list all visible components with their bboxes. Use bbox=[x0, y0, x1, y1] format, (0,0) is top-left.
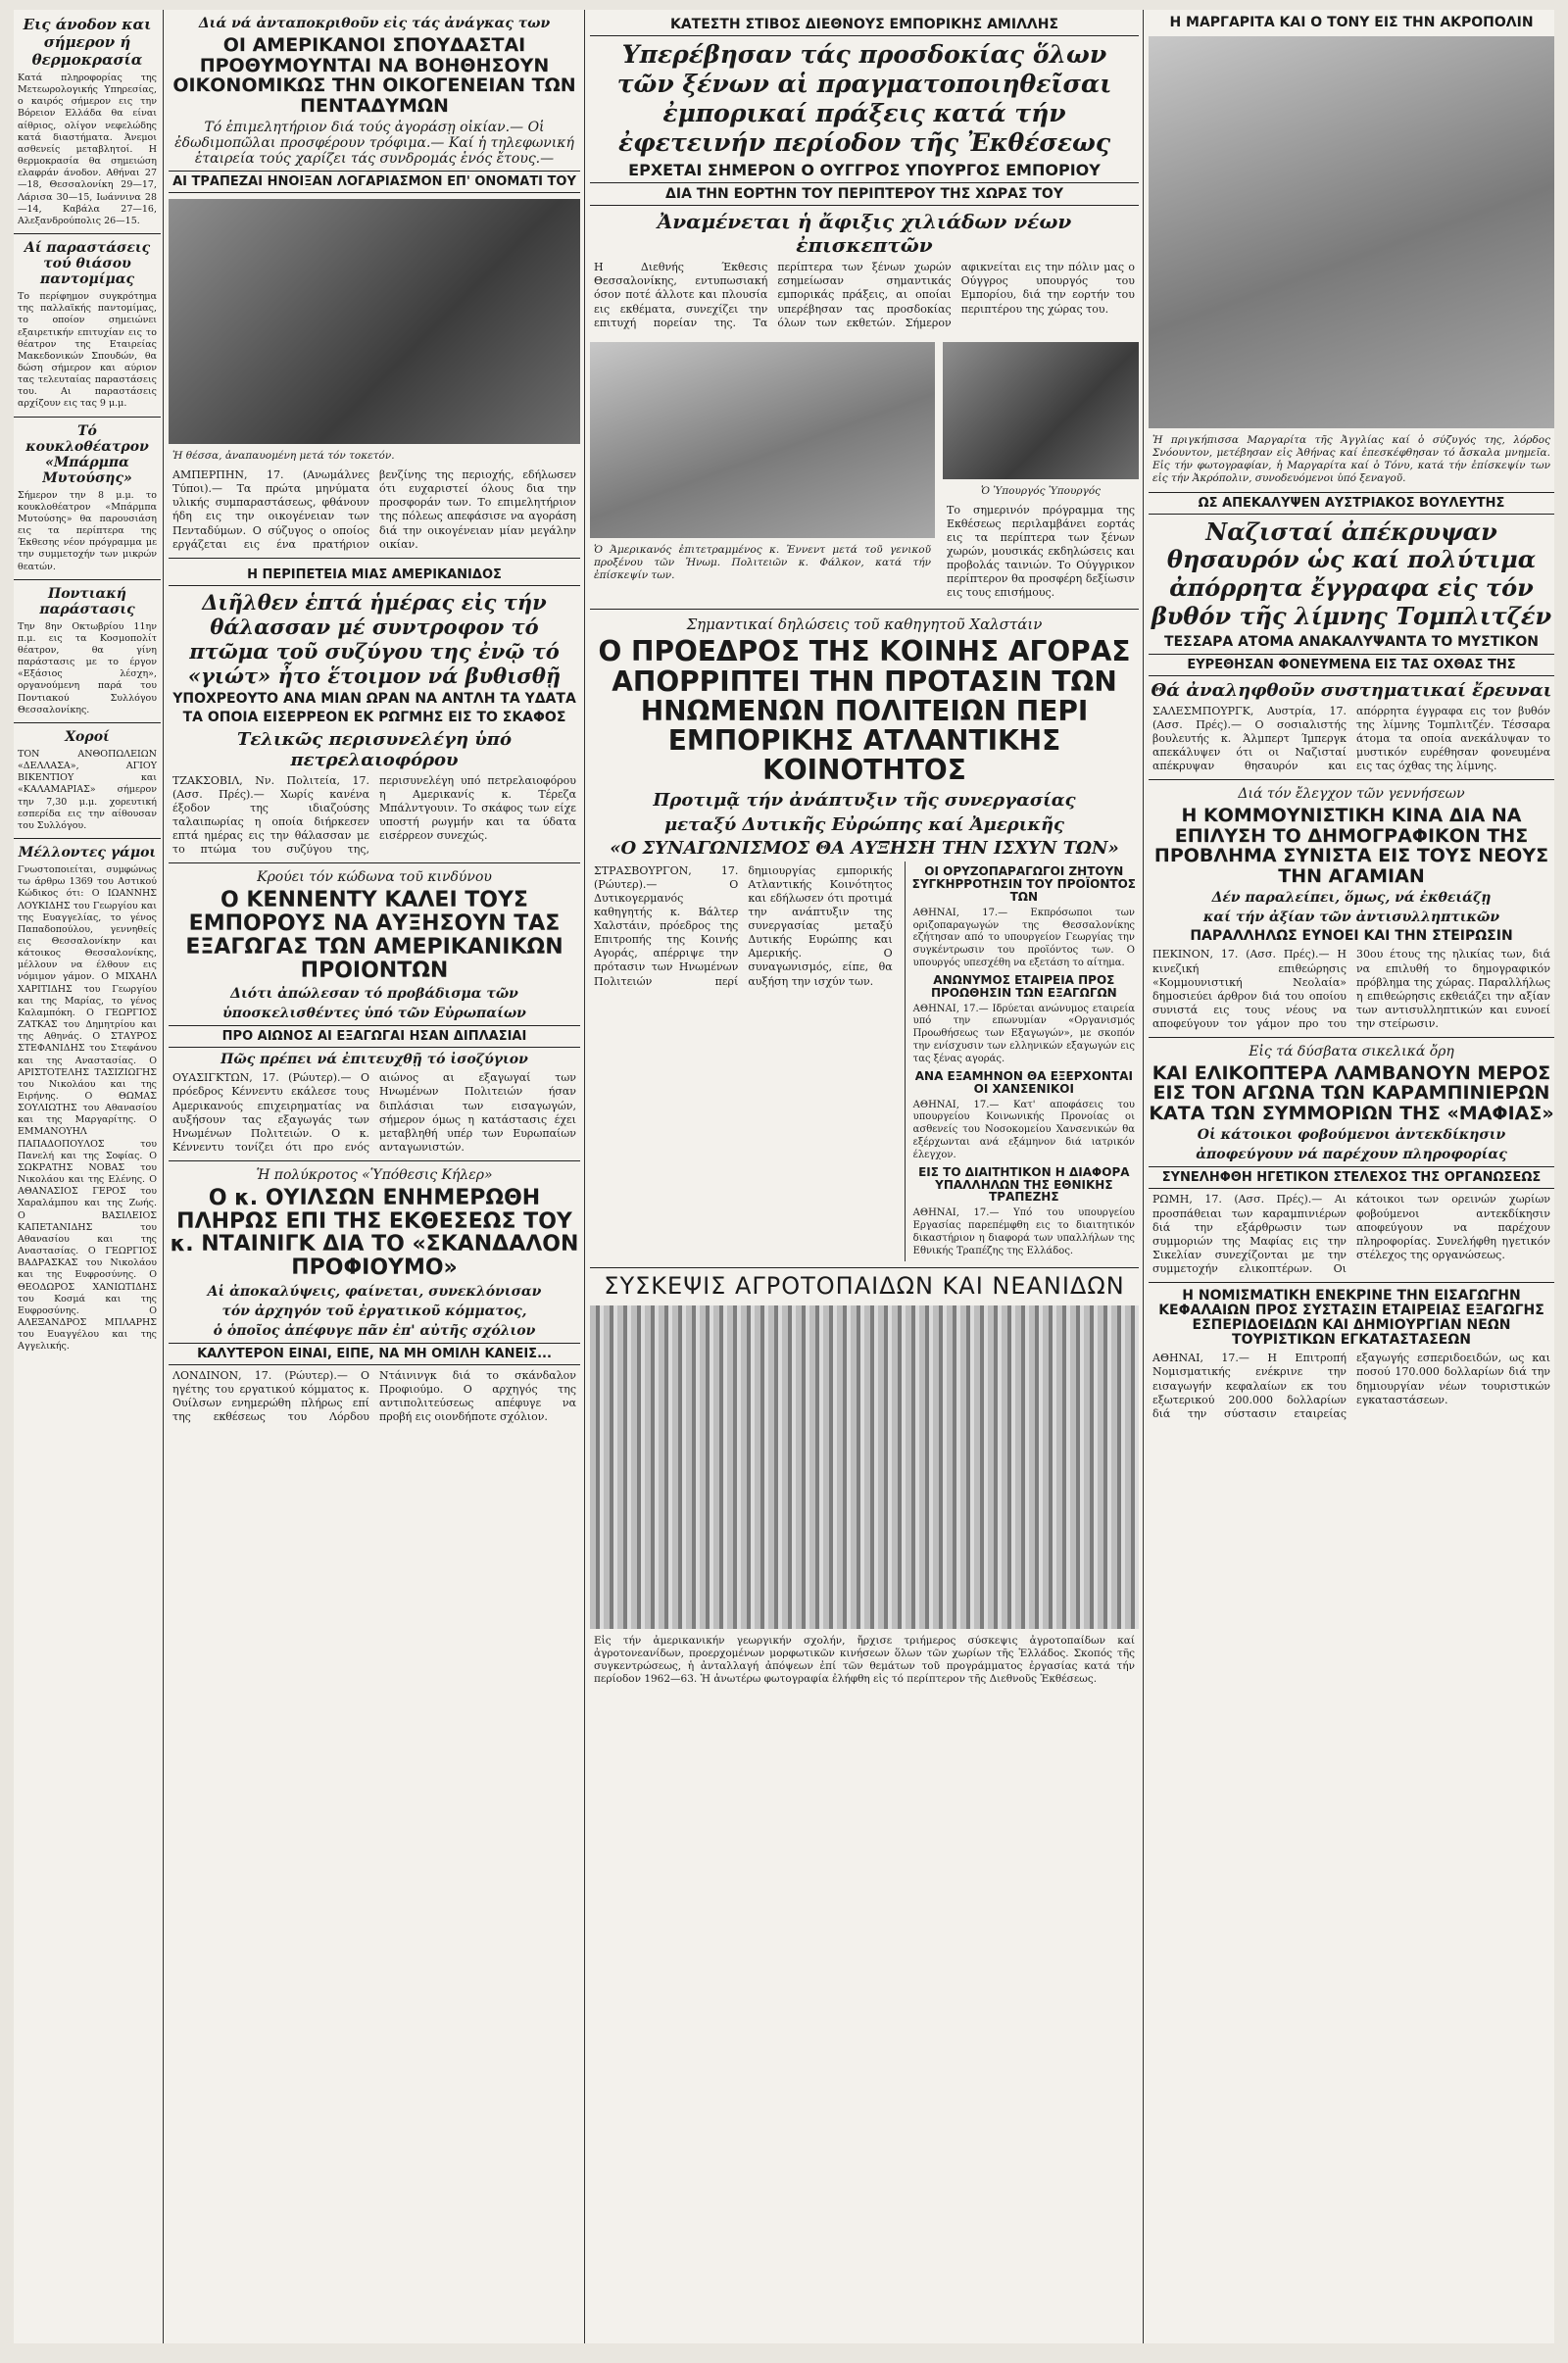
keeler-kicker: Ἡ πολύκροτος «Ὑπόθεσις Κήλερ» bbox=[256, 1166, 493, 1183]
rice-growers-headline: ΟΙ ΟΡΥΖΟΠΑΡΑΓΩΓΟΙ ΖΗΤΟΥΝ ΣΥΓΚΗΡΡΟΤΗΣΙΝ ΤΟΥ ΠΡΟΪΟΝΤΟΣ ΤΩΝ bbox=[911, 863, 1137, 904]
hansen-headline: ΑΝΑ ΕΞΑΜΗΝΟΝ ΘΑ ΕΞΕΡΧΟΝΤΑΙ ΟΙ ΧΑΝΣΕΝΙΚΟΙ bbox=[914, 1068, 1133, 1096]
hallstein-text: ΣΤΡΑΣΒΟΥΡΓΟΝ, 17. (Ρώυτερ).— Ο Δυτικογερμανός καθηγητής κ. Βάλτερ Χαλστάιν, πρόεδρος της Επιτροπής της Κοινής Αγοράς, απέρριψε την πρότασιν των Ηνωμένων Πολιτειών περί δημιουργίας εμπορικής Ατλαντικής Κοινότητος και εδήλωσεν ότι προτιμά την ανάπτυξιν της συνεργασίας μεταξύ Δυτικής Ευρώπης και Αμερικής. Ο συναγωνισμός, είπε, θα αυξήση την ισχύν των. bbox=[594, 863, 893, 988]
weddings-text: Γνωστοποιείται, συμφώνως τω άρθρω 1369 του Αστικού Κώδικος ότι: Ο ΙΩΑΝΝΗΣ ΛΟΥΚΙΔΗΣ του Γεωργίου και της Ευαγγελίας, το γένος Παπαδοπούλου, γεννηθείς εις Θεσσαλονίκην και κάτοικος Θεσσαλονίκης, μέλλουν να έλθουν εις νόμιμον γάμον. Ο ΜΙΧΑΗΛ ΧΑΡΙΤΙΔΗΣ του Γεωργίου και της Μαρίας, το γένος Καλαμπόκη. Ο ΓΕΩΡΓΙΟΣ ΖΑΤΚΑΣ του Δημητρίου και της Αθηνάς. Ο ΣΤΑΥΡΟΣ ΣΤΕΦΑΝΙΔΗΣ του Στεφάνου και της Αναστασίας. Ο ΑΡΙΣΤΟΤΕΛΗΣ ΤΑΣΙΖΙΩΓΗΣ του Νικολάου και της Ειρήνης. Ο ΘΩΜΑΣ ΣΟΥΛΙΩΤΗΣ του Αθανασίου και της Μαργαρίτης. Ο ΕΜΜΑΝΟΥΗΛ ΠΑΠΑΔΟΠΟΥΛΟΣ του Πανελή και της Σοφίας. Ο ΣΩΚΡΑΤΗΣ ΝΟΒΑΣ του Νικολάου και της Ελένης. Ο ΑΘΑΝΑΣΙΟΣ ΓΕΡΟΣ του Χαραλάμπου και της Ζωής. Ο ΒΑΣΙΛΕΙΟΣ ΚΑΠΕΤΑΝΙΔΗΣ του Αθανασίου και της Αναστασίας. Ο ΓΕΩΡΓΙΟΣ ΒΑΔΡΑΣΚΑΣ του Νικολάου και της Ευφροσύνης. Ο ΘΕΟΔΩΡΟΣ ΧΑΝΙΩΤΙΔΗΣ του Κοσμά και της Ευφροσύνης. Ο ΑΛΕΞΑΝΔΡΟΣ ΜΠΛΑΡΗΣ του Ευαγγέλου και της Αγγελικής. bbox=[18, 864, 157, 1353]
exports-company-headline: ΑΝΩΝΥΜΟΣ ΕΤΑΙΡΕΙΑ ΠΡΟΣ ΠΡΟΩΘΗΣΙΝ ΤΩΝ ΕΞΑΓΩΓΩΝ bbox=[930, 972, 1117, 1000]
kennedy-subhead-2: ὑποσκελισθέντες ὑπό τῶν Εὐρωπαίων bbox=[222, 1006, 526, 1022]
weddings-headline: Μέλλοντες γάμοι bbox=[18, 845, 157, 862]
yacht-headline: Διῆλθεν ἑπτά ἡμέρας εἰς τήν θάλασσαν μέ συντροφον τό πτῶμα τοῦ συζύγου της ἐνῷ τό «γιώτ» ἦτο ἕτοιμον νά βυθισθῇ bbox=[187, 589, 562, 688]
quintuplets-text: ΑΜΠΕΡΠΗΝ, 17. (Ανωμάλνες Τύποι).— Τα πρώτα μηνύματα υλικής συμπαραστάσεως, φθάνουν ήδη εις την οικογένειαν των Πενταδύμων. Ο σύζυγος ο οποίος εργάζεται εις ένα πρατήριον βενζίνης της περιοχής, εδήλωσεν ότι ευχαριστεί όλους δια την προσφοράν των. Το επιμελητήριον της πόλεως απεφάσισε να αγοράση διά την οικογένειαν μίαν μεγάλην οικίαν. bbox=[172, 468, 576, 551]
minister-photo-caption: Ὁ Ὑπουργός Ὑπουργός bbox=[980, 484, 1102, 497]
nazi-treasure-band-2: ΕΥΡΕΘΗΣΑΝ ΦΟΝΕΥΜΕΝΑ ΕΙΣ ΤΑΣ ΟΧΘΑΣ ΤΗΣ bbox=[1149, 654, 1554, 676]
pantomime-text: Το περίφημον συγκρότημα της παλλαϊκής παντομίμας, το οποίον σημειώνει εξαιρετικήν επιτυχίαν εις το θέατρον της Εταιρείας Μακεδονικών Σπουδών, θα δώση σήμερον και αύριον τας τελευταίας παραστάσεις του. Αι παραστάσεις αρχίζουν εις τας 9 μ.μ. bbox=[18, 291, 157, 410]
quintuplets-headline: ΟΙ ΑΜΕΡΙΚΑΝΟΙ ΣΠΟΥΔΑΣΤΑΙ ΠΡΟΘΥΜΟΥΝΤΑΙ ΝΑ ΒΟΗΘΗΣΟΥΝ ΟΙΚΟΝΟΜΙΚΩΣ ΤΗΝ ΟΙΚΟΓΕΝΕΙΑΝ ΤΩΝ ΠΕΝΤΑΔΥΜΩΝ bbox=[172, 34, 576, 117]
china-text: ΠΕΚΙΝΟΝ, 17. (Ασσ. Πρές).— Η κινεζική επιθεώρησις «Κομμουνιστική Νεολαία» δημοσιεύει άρθρον διά του οποίου συνιστά εις τους νέους να αποφεύγουν τον γάμον προ του 30ου έτους της ηλικίας των, διά να επιλυθή το δημογραφικόν πρόβλημα της χώρας. Παραλλήλως η επιθεώρησις εκθειάζει την αξίαν των αντισυλληπτικών και ευνοεί την στείρωσιν. bbox=[1152, 948, 1550, 1030]
keeler-subhead-3: ὁ ὁποῖος ἀπέφυγε πᾶν ἐπ' αὐτῆς σχόλιον bbox=[213, 1322, 536, 1339]
china-band: ΠΑΡΑΛΛΗΛΩΣ ΕΥΝΟΕΙ ΚΑΙ ΤΗΝ ΣΤΕΙΡΩΣΙΝ bbox=[1190, 928, 1513, 945]
mother-photo-caption: Ἡ θέσσα, ἀναπαυομένη μετά τόν τοκετόν. bbox=[172, 450, 395, 463]
mafia-headline: ΚΑΙ ΕΛΙΚΟΠΤΕΡΑ ΛΑΜΒΑΝΟΥΝ ΜΕΡΟΣ ΕΙΣ ΤΟΝ ΑΓΩΝΑ ΤΩΝ ΚΑΡΑΜΠΙΝΙΕΡΩΝ ΚΑΤΑ ΤΩΝ ΣΥΜΜΟΡΙΩΝ ΤΗΣ «ΜΑΦΙΑΣ» bbox=[1149, 1061, 1554, 1124]
hallstein-quote: «Ο ΣΥΝΑΓΩΝΙΣΜΟΣ ΘΑ ΑΥΞΗΣΗ ΤΗΝ ΙΣΧΥΝ ΤΩΝ» bbox=[610, 837, 1119, 859]
nazi-treasure-subhead: Θά ἀναληφθοῦν συστηματικαί ἔρευναι bbox=[1151, 679, 1552, 701]
acropolis-photo-caption: Ἡ πριγκήπισσα Μαργαρίτα τῆς Ἀγγλίας καί ὁ σύζυγός της, λόρδος Σνόουντον, μετέβησαν εἰς Ἀθήνας καί ἐπεσκέφθησαν τό ἄσκαλα μνημεῖα. Εἰς τήν φωτογραφίαν, ἡ Μαργαρίτα καί ὁ Τόνυ, κατά τήν ἐπίσκεψίν των εἰς τήν Ἀκρόπολιν, συνοδευόμενοι ὑπό ξεναγοῦ. bbox=[1152, 434, 1550, 485]
yacht-text: ΤΖΑΚΣΟΒΙΛ, Νν. Πολιτεία, 17. (Ασσ. Πρές).— Χωρίς κανένα έξοδον της ιδιαζούσης ταλαιπωρίας η οποία διήρκεσεν επτά ημέρας εις την θάλασσαν με το πτώμα του συζύγου της, περισυνελέγη υπό πετρελαιοφόρου η Αμερικανίς κ. Τέρεζα Μπάλντγουιν. Το σκάφος των είχε υποστή ρωγμήν και τα ύδατα εισέρρεον συνεχώς. bbox=[172, 773, 576, 857]
mafia-band: ΣΥΝΕΛΗΦΘΗ ΗΓΕΤΙΚΟΝ ΣΤΕΛΕΧΟΣ ΤΗΣ ΟΡΓΑΝΩΣΕΩΣ bbox=[1149, 1166, 1554, 1189]
fair-text-2: Το σημερινόν πρόγραμμα της Εκθέσεως περιλαμβάνει εορτάς εις τα περίπτερα των ξένων χωρών, μουσικάς εκδηλώσεις και προβολάς ταινιών. Το Ούγγρικον περίπτερον θα προσφέρη δεξίωσιν εις τους επισήμους. bbox=[947, 503, 1135, 600]
column-fair-news bbox=[590, 10, 1139, 2343]
fair-photo-caption: Ὁ Ἀμερικανός ἐπιτετραμμένος κ. Ἐννεντ μετά τοῦ γενικοῦ προξένου τῶν Ἡνωμ. Πολιτειῶν κ. Φάλκον, κατά τήν ἐπίσκεψίν των. bbox=[594, 543, 931, 581]
weather-headline: Εις άνοδον και σήμερον ή θερμοκρασία bbox=[23, 16, 152, 69]
quintuplets-subhead: Τό ἐπιμελητήριον διά τούς ἀγοράσῃ οἰκίαν.— Οἱ ἐδωδιμοπῶλαι προσφέρουν τρόφιμα.— Καί ἡ τηλεφωνική ἑταιρεία τούς χαρίζει τάς συνδρομάς ἑνός ἔτους.— bbox=[174, 120, 574, 168]
fair-kicker: ΚΑΤΕΣΤΗ ΣΤΙΒΟΣ ΔΙΕΘΝΟΥΣ ΕΜΠΟΡΙΚΗΣ ΑΜΙΛΛΗΣ bbox=[590, 14, 1139, 36]
china-headline: Η ΚΟΜΜΟΥΝΙΣΤΙΚΗ ΚΙΝΑ ΔΙΑ ΝΑ ΕΠΙΛΥΣΗ ΤΟ ΔΗΜΟΓΡΑΦΙΚΟΝ ΤΗΣ ΠΡΟΒΛΗΜΑ ΣΥΝΙΣΤΑ ΕΙΣ ΤΟΥΣ ΝΕΟΥΣ ΤΗΝ ΑΓΑΜΙΑΝ bbox=[1153, 805, 1549, 887]
exports-company-text: ΑΘΗΝΑΙ, 17.— Ιδρύεται ανώνυμος εταιρεία υπό την επωνυμίαν «Οργανισμός Προωθήσεως των Εξαγωγών», με σκοπόν την ενίσχυσιν των ελληνικών εξαγωγών εις τας ξένας αγοράς. bbox=[912, 1003, 1135, 1064]
china-kicker: Διά τόν ἔλεγχον τῶν γεννήσεων bbox=[1238, 786, 1465, 803]
weather-text: Κατά πληροφορίας της Μετεωρολογικής Υπηρεσίας, ο καιρός σήμερον εις την Βόρειον Ελλάδα θα είναι αίθριος, ολίγον νεφελώδης κατά διαστήματα. Άνεμοι ασθενείς μεταβλητοί. Η θερμοκρασία θα σημειώση ελαφράν άνοδον. Αθήναι 27—18, Θεσσαλονίκη 29—17, Λάρισα 30—15, Ιωάννινα 28—14, Καβάλα 27—16, Αλεξανδρούπολις 26—15. bbox=[18, 73, 157, 226]
yacht-kicker: Η ΠΕΡΙΠΕΤΕΙΑ ΜΙΑΣ ΑΜΕΡΙΚΑΝΙΔΟΣ bbox=[169, 565, 580, 586]
column-foreign-news bbox=[1149, 10, 1554, 2343]
quintuplets-kicker: Διά νά ἀνταποκριθοῦν εἰς τάς ἀνάγκας των bbox=[198, 16, 551, 31]
farm-youth-caption: Εἰς τήν ἀμερικανικήν γεωργικήν σχολήν, ἤρχισε τριήμερος σύσκεψις ἀγροτοπαίδων καί ἀγροτονεανίδων, προερχομένων μορφωτικῶν κινήσεων ὅλων τῶν χωρίων τῆς Ἑλλάδος. Σκοπός τῆς συγκεντρώσεως, ἡ ἀνταλλαγή ἀπόψεων ἐπί τῶν θεμάτων τοῦ προγράμματος ἐργασίας κατά τήν περίοδον 1962—63. Ἡ ἀνωτέρω φωτογραφία ἐλήφθη εἰς τό περίπτερον τῆς Διεθνοῦς Ἐκθέσεως. bbox=[594, 1634, 1135, 1685]
fair-band-2: ΔΙΑ ΤΗΝ ΕΟΡΤΗΝ ΤΟΥ ΠΕΡΙΠΤΕΡΟΥ ΤΗΣ ΧΩΡΑΣ ΤΟΥ bbox=[590, 182, 1139, 206]
puppet-theatre-headline: Τό κουκλοθέατρον «Μπάρμπα Μυτούσης» bbox=[25, 422, 149, 486]
minister-photo bbox=[943, 342, 1139, 479]
fair-band-1: ΕΡΧΕΤΑΙ ΣΗΜΕΡΟΝ Ο ΟΥΓΓΡΟΣ ΥΠΟΥΡΓΟΣ ΕΜΠΟΡΙΟΥ bbox=[628, 161, 1101, 179]
keeler-subhead-1: Αἱ ἀποκαλύψεις, φαίνεται, συνεκλόνισαν bbox=[207, 1283, 542, 1300]
fair-headline: Υπερέβησαν τάς προσδοκίας ὅλων τῶν ξένων αἱ πραγματοποιηθεῖσαι ἐμπορικαί πράξεις κατά τήν ἐφετεινήν περίοδον τῆς Ἐκθέσεως bbox=[616, 40, 1112, 157]
farm-youth-photo bbox=[590, 1305, 1139, 1629]
nazi-treasure-headline: Ναζισταί ἀπέκρυψαν θησαυρόν ὡς καί πολύτιμα ἀπόρρητα ἔγγραφα εἰς τόν βυθόν τῆς λίμνης Τομπλιτζέν bbox=[1151, 517, 1552, 630]
column-local-news bbox=[14, 10, 161, 2343]
china-subhead-1: Δέν παραλείπει, ὅμως, νά ἐκθειάζῃ bbox=[1211, 890, 1492, 907]
hallstein-headline: Ο ΠΡΟΕΔΡΟΣ ΤΗΣ ΚΟΙΝΗΣ ΑΓΟΡΑΣ ΑΠΟΡΡΙΠΤΕΙ ΤΗΝ ΠΡΟΤΑΣΙΝ ΤΩΝ ΗΝΩΜΕΝΩΝ ΠΟΛΙΤΕΙΩΝ ΠΕΡΙ ΕΜΠΟΡΙΚΗΣ ΑΤΛΑΝΤΙΚΗΣ ΚΟΙΝΟΤΗΤΟΣ bbox=[598, 635, 1131, 787]
capital-import-text: ΑΘΗΝΑΙ, 17.— Η Επιτροπή Νομισματικής ενέκρινε την εισαγωγήν κεφαλαίων εκ του εξωτερικού 200.000 δολλαρίων διά την σύστασιν εταιρείας εξαγωγής εσπεριδοειδών, ως και ποσού 170.000 δολλαρίων διά την δημιουργίαν νέων τουριστικών εγκαταστάσεων. bbox=[1152, 1352, 1550, 1420]
mother-photo bbox=[169, 199, 580, 444]
kennedy-subhead-1: Διότι ἀπώλεσαν τό προβάδισμα τῶν bbox=[230, 986, 518, 1003]
hallstein-subhead-2: μεταξύ Δυτικῆς Εὐρώπης καί Ἀμερικῆς bbox=[663, 813, 1064, 835]
mafia-subhead-1: Οἱ κάτοικοι φοβούμενοι ἀντεκδίκησιν bbox=[1197, 1127, 1506, 1144]
quintuplets-band: ΑΙ ΤΡΑΠΕΖΑΙ ΗΝΟΙΞΑΝ ΛΟΓΑΡΙΑΣΜΟΝ ΕΠ' ΟΝΟΜΑΤΙ ΤΟΥ bbox=[169, 171, 580, 193]
kennedy-text: ΟΥΑΣΙΓΚΤΩΝ, 17. (Ρώυτερ).— Ο πρόεδρος Κέννεντυ εκάλεσε τους Αμερικανούς επιχειρηματίας να αυξήσουν τας εξαγωγάς των Ηνωμένων Πολιτειών. Ο κ. Κέννεντυ τονίζει ότι προ ενός αιώνος αι εξαγωγαί των Ηνωμένων Πολιτειών ήσαν διπλάσιαι των εισαγωγών, σήμερον όμως η κατάστασις έχει μεταβληθή υπέρ των Ευρωπαίων ανταγωνιστών. bbox=[172, 1071, 576, 1154]
fair-subhead: Ἀναμένεται ἡ ἄφιξις χιλιάδων νέων ἐπισκεπτῶν bbox=[657, 210, 1072, 258]
mafia-kicker: Εἰς τά δύσβατα σικελικά ὄρη bbox=[1249, 1043, 1454, 1059]
bank-dispute-headline: ΕΙΣ ΤΟ ΔΙΑΙΤΗΤΙΚΟΝ Η ΔΙΑΦΟΡΑ ΥΠΑΛΛΗΛΩΝ ΤΗΣ ΕΘΝΙΚΗΣ ΤΡΑΠΕΖΗΣ bbox=[918, 1164, 1130, 1205]
kennedy-headline: Ο ΚΕΝΝΕΝΤΥ ΚΑΛΕΙ ΤΟΥΣ ΕΜΠΟΡΟΥΣ ΝΑ ΑΥΞΗΣΟΥΝ ΤΑΣ ΕΞΑΓΩΓΑΣ ΤΩΝ ΑΜΕΡΙΚΑΝΙΚΩΝ ΠΡΟΙΟΝΤΩΝ bbox=[185, 888, 564, 983]
yacht-band-1: ΥΠΟΧΡΕΟΥΤΟ ΑΝΑ ΜΙΑΝ ΩΡΑΝ ΝΑ ΑΝΤΛΗ ΤΑ ΥΔΑΤΑ bbox=[172, 690, 576, 707]
kennedy-kicker: Κρούει τόν κώδωνα τοῦ κινδύνου bbox=[257, 869, 492, 886]
acropolis-photo bbox=[1149, 36, 1554, 428]
nazi-treasure-band-1: ΤΕΣΣΑΡΑ ΑΤΟΜΑ ΑΝΑΚΑΛΥΨΑΝΤΑ ΤΟ ΜΥΣΤΙΚΟΝ bbox=[1164, 633, 1539, 650]
mafia-text: ΡΩΜΗ, 17. (Ασσ. Πρές).— Αι προσπάθειαι των καραμπινιέρων διά την εξάρθρωσιν των συμμοριών της Μαφίας εις την Σικελίαν συνεχίζονται με την συμμετοχήν ελικοπτέρων. Οι κάτοικοι των ορεινών χωρίων φοβούμενοι αντεκδίκησιν αποφεύγουν να παρέχουν πληροφορίας. Συνελήφθη ηγετικόν στέλεχος της οργανώσεως. bbox=[1152, 1193, 1550, 1275]
dances-headline: Χοροί bbox=[65, 728, 110, 745]
pontic-show-headline: Ποντιακή παράστασις bbox=[39, 585, 135, 617]
keeler-text: ΛΟΝΔΙΝΟΝ, 17. (Ρώυτερ).— Ο ηγέτης του εργατικού κόμματος κ. Ουίλσων ενημερώθη πλήρως επί της εκθέσεως του Λόρδου Ντάινινγκ διά το σκάνδαλον Προφιούμο. Ο αρχηγός της αντιπολιτεύσεως απέφυγε να προβή εις οιονδήποτε σχόλιον. bbox=[172, 1368, 576, 1424]
fair-photo-visitors bbox=[590, 342, 935, 538]
hallstein-kicker: Σημαντικαί δηλώσεις τοῦ καθηγητοῦ Χαλστάιν bbox=[686, 615, 1043, 634]
column-world-news bbox=[169, 10, 580, 2343]
nazi-treasure-kicker: ΩΣ ΑΠΕΚΑΛΥΨΕΝ ΑΥΣΤΡΙΑΚΟΣ ΒΟΥΛΕΥΤΗΣ bbox=[1149, 492, 1554, 515]
fair-text-1: Η Διεθνής Έκθεσις Θεσσαλονίκης, εντυπωσιακή όσον ποτέ άλλοτε και πλουσία εις εκθέματα, συνεχίζει την επιτυχή πορείαν της. Τα περίπτερα των ξένων χωρών εσημείωσαν σημαντικάς εμπορικάς πράξεις, αι οποίαι υπερέβησαν τας προσδοκίας όλων των εκθετών. Σήμερον αφικνείται εις την πόλιν μας ο Ούγγρος υπουργός του Εμπορίου, διά την εορτήν του περιπτέρου της χώρας του. bbox=[594, 261, 1135, 329]
yacht-subhead: Τελικῶς περισυνελέγη ὑπό πετρελαιοφόρου bbox=[237, 728, 512, 770]
hallstein-subhead-1: Προτιμᾷ τήν ἀνάπτυξιν τῆς συνεργασίας bbox=[653, 789, 1076, 811]
farm-youth-headline: ΣΥΣΚΕΨΙΣ ΑΓΡΟΤΟΠΑΙΔΩΝ ΚΑΙ ΝΕΑΝΙΔΩΝ bbox=[604, 1271, 1125, 1300]
puppet-theatre-text: Σήμερον την 8 μ.μ. το κουκλοθέατρον «Μπάρμπα Μυτούσης» θα παρουσιάση εις τα περίπτερα της Έκθεσης νέον πρόγραμμα με την συμμετοχήν των μικρών θεατών. bbox=[18, 489, 157, 572]
china-subhead-2: καί τήν ἀξίαν τῶν ἀντισυλληπτικῶν bbox=[1202, 910, 1500, 926]
kennedy-band: ΠΡΟ ΑΙΩΝΟΣ ΑΙ ΕΞΑΓΩΓΑΙ ΗΣΑΝ ΔΙΠΛΑΣΙΑΙ bbox=[169, 1025, 580, 1048]
pantomime-headline: Αί παραστάσεις τού θιάσου παντομίμας bbox=[24, 240, 151, 288]
newspaper-page bbox=[14, 10, 1554, 2343]
capital-import-headline: Η ΝΟΜΙΣΜΑΤΙΚΗ ΕΝΕΚΡΙΝΕ ΤΗΝ ΕΙΣΑΓΩΓΗΝ ΚΕΦΑΛΑΙΩΝ ΠΡΟΣ ΣΥΣΤΑΣΙΝ ΕΤΑΙΡΕΙΑΣ ΕΞΑΓΩΓΗΣ ΕΣΠΕΡΙΔΟΕΙΔΩΝ ΚΑΙ ΔΗΜΙΟΥΡΓΙΑΝ ΝΕΩΝ ΤΟΥΡΙΣΤΙΚΩΝ ΕΓΚΑΤΑΣΤΑΣΕΩΝ bbox=[1158, 1287, 1544, 1349]
yacht-band-2: ΤΑ ΟΠΟΙΑ ΕΙΣΕΡΡΕΟΝ ΕΚ ΡΩΓΜΗΣ ΕΙΣ ΤΟ ΣΚΑΦΟΣ bbox=[182, 709, 566, 725]
bank-dispute-text: ΑΘΗΝΑΙ, 17.— Υπό του υπουργείου Εργασίας παρεπέμφθη εις το διαιτητικόν δικαστήριον η διαφορά των υπαλλήλων της Εθνικής Τραπέζης της Ελλάδος. bbox=[912, 1207, 1135, 1256]
pontic-show-text: Την 8ην Οκτωβρίου 11ην π.μ. εις τα Κοσμοπολίτ θέατρον, θα γίνη παράστασις με το έργον «Εξάσιος λέσχη», οργανούμενη παρά του Ποντιακού Συλλόγου Θεσσαλονίκης. bbox=[18, 620, 157, 715]
margaret-headline: Η ΜΑΡΓΑΡΙΤΑ ΚΑΙ Ο ΤΟΝΥ ΕΙΣ ΤΗΝ ΑΚΡΟΠΟΛΙΝ bbox=[1169, 15, 1534, 30]
dances-text: ΤΟΝ ΑΝΘΟΠΩΛΕΙΩΝ «ΔΕΛΛΑΣΑ», ΑΓΙΟΥ ΒΙΚΕΝΤΙΟΥ και «ΚΑΛΑΜΑΡΙΑΣ» σήμερον την 7,30 μ.μ. χορευτική εσπερίδα εις την αίθουσαν του Συλλόγου. bbox=[18, 748, 157, 831]
kennedy-subhead-3: Πῶς πρέπει νά ἐπιτευχθῇ τό ἰσοζύγιον bbox=[220, 1052, 528, 1068]
keeler-band: ΚΑΛΥΤΕΡΟΝ ΕΙΝΑΙ, ΕΙΠΕ, ΝΑ ΜΗ ΟΜΙΛΗ ΚΑΝΕΙΣ... bbox=[169, 1343, 580, 1365]
nazi-treasure-text: ΣΑΛΕΣΜΠΟΥΡΓΚ, Αυστρία, 17. (Ασσ. Πρές).— Ο σοσιαλιστής βουλευτής κ. Άλμπερτ Ίμπεργκ απεκάλυψεν ότι οι Ναζισταί απέκρυψαν θησαυρόν και απόρρητα έγγραφα εις τον βυθόν της λίμνης Τομπλιτζέν. Τέσσαρα άτομα τα οποία ανεκάλυψαν το μυστικόν ευρέθησαν φονευμένα εις τας όχθας της λίμνης. bbox=[1152, 704, 1550, 773]
hansen-text: ΑΘΗΝΑΙ, 17.— Κατ' αποφάσεις του υπουργείου Κοινωνικής Προνοίας οι ασθενείς του Νοσοκομείου Χανσενικών θα εξέρχωνται ανά εξάμηνον διά ιατρικόν έλεγχον. bbox=[912, 1099, 1135, 1160]
mafia-subhead-2: ἀποφεύγουν νά παρέχουν πληροφορίας bbox=[1196, 1147, 1507, 1163]
keeler-headline: Ο κ. ΟΥΙΛΣΩΝ ΕΝΗΜΕΡΩΘΗ ΠΛΗΡΩΣ ΕΠΙ ΤΗΣ ΕΚΘΕΣΕΩΣ ΤΟΥ κ. ΝΤΑΙΝΙΓΚ ΔΙΑ ΤΟ «ΣΚΑΝΔΑΛΟΝ ΠΡΟΦΙΟΥΜΟ» bbox=[170, 1185, 579, 1281]
rice-growers-text: ΑΘΗΝΑΙ, 17.— Εκπρόσωποι των οριζοπαραγωγών της Θεσσαλονίκης εζήτησαν από το υπουργείον Γεωργίας την συγκέντρωσιν του προϊόντος των. Ο υπουργός υπεσχέθη να εξετάση το αίτημα. bbox=[912, 907, 1135, 968]
keeler-subhead-2: τόν ἀρχηγόν τοῦ ἐργατικοῦ κόμματος, bbox=[221, 1303, 527, 1319]
